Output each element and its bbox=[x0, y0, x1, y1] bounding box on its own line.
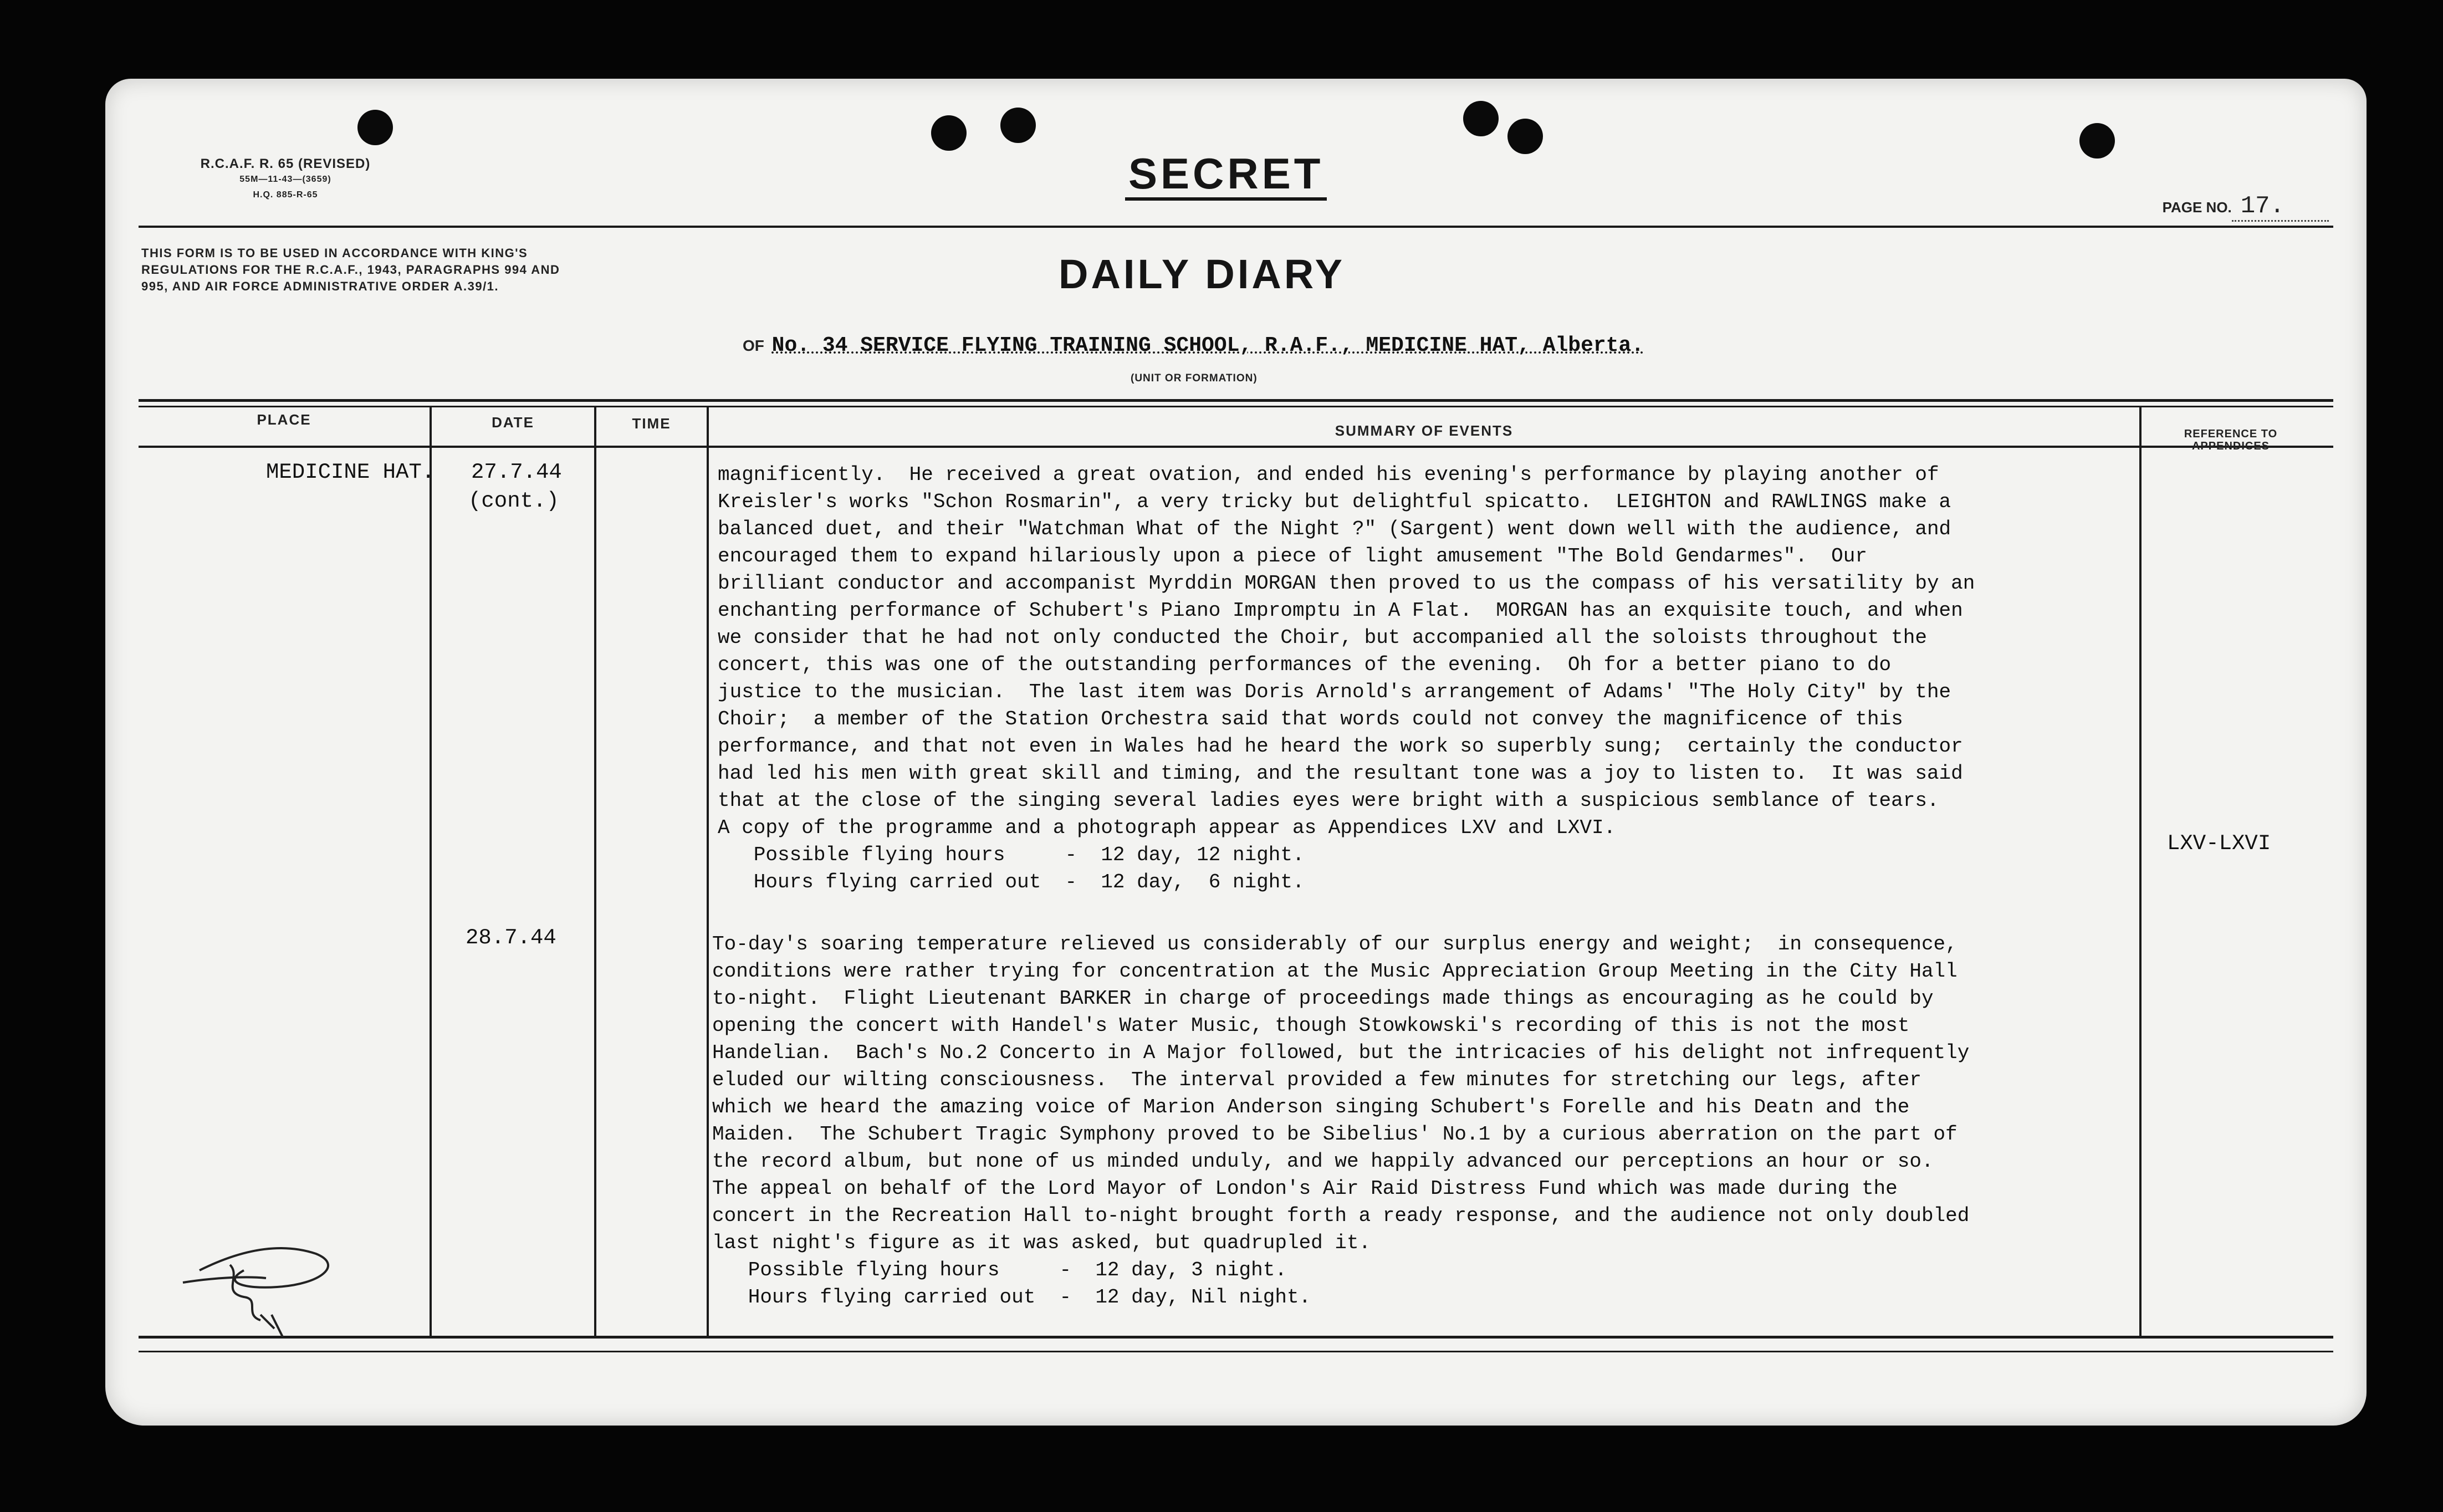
summary-line: Kreisler's works "Schon Rosmarin", a very tricky but delightful spicatto. LEIGHTON and RAWLINGS make a bbox=[718, 491, 1951, 513]
summary-line: Handelian. Bach's No.2 Concerto in A Major followed, but the intricacies of his delight not infrequently bbox=[712, 1041, 1970, 1064]
unit-caption: (UNIT OR FORMATION) bbox=[1131, 372, 1258, 384]
form-print-code: 55M—11-43—(3659) bbox=[239, 175, 331, 184]
summary-line: last night's figure as it was asked, but quadrupled it. bbox=[712, 1232, 1371, 1254]
page-number-label: PAGE NO. bbox=[2162, 199, 2232, 216]
entry-date: 27.7.44 bbox=[471, 460, 562, 484]
summary-line: Possible flying hours - 12 day, 12 night. bbox=[718, 844, 1305, 866]
unit-name: No. 34 SERVICE FLYING TRAINING SCHOOL, R.A.F., MEDICINE HAT, Alberta. bbox=[771, 334, 1644, 357]
summary-line: The appeal on behalf of the Lord Mayor of London's Air Raid Distress Fund which was made during the bbox=[712, 1177, 1898, 1200]
summary-line: performance, and that not even in Wales had he heard the work so superbly sung; certainly the conductor bbox=[718, 735, 1963, 758]
page-number-field bbox=[2163, 192, 2329, 220]
form-reference bbox=[158, 156, 413, 203]
summary-line: concert in the Recreation Hall to-night brought forth a ready response, and the audience not only doubled bbox=[712, 1204, 1970, 1227]
entry-date: 28.7.44 bbox=[466, 926, 556, 950]
entry-reference: LXV-LXVI bbox=[2167, 831, 2271, 856]
column-header-reference: REFERENCE TO APPENDICES bbox=[2184, 428, 2278, 452]
summary-line: that at the close of the singing several ladies eyes were bright with a suspicious semblance of tears. bbox=[718, 789, 1939, 812]
summary-line: the record album, but none of us minded unduly, and we happily advanced our perceptions an hour or so. bbox=[712, 1150, 1934, 1173]
column-header-time: TIME bbox=[632, 415, 671, 432]
summary-line: Hours flying carried out - 12 day, Nil night. bbox=[712, 1286, 1311, 1309]
summary-line: to-night. Flight Lieutenant BARKER in charge of proceedings made things as encouraging as he could by bbox=[712, 987, 1934, 1010]
summary-line: enchanting performance of Schubert's Piano Impromptu in A Flat. MORGAN has an exquisite touch, and when bbox=[718, 599, 1963, 622]
summary-line: Choir; a member of the Station Orchestra said that words could not convey the magnificence of this bbox=[718, 708, 1903, 731]
punch-hole bbox=[357, 110, 393, 145]
summary-line: brilliant conductor and accompanist Myrddin MORGAN then proved to us the compass of his versatility by an bbox=[718, 572, 1975, 595]
summary-line: had led his men with great skill and timing, and the resultant tone was a joy to listen to. It was said bbox=[718, 762, 1963, 785]
summary-line: which we heard the amazing voice of Marion Anderson singing Schubert's Forelle and his Deatn and the bbox=[712, 1096, 1910, 1118]
table-bottom-rule-2 bbox=[139, 1351, 2333, 1352]
summary-line: eluded our wilting consciousness. The interval provided a few minutes for stretching our legs, after bbox=[712, 1069, 1921, 1091]
table-top-rule bbox=[139, 399, 2333, 402]
summary-line: magnificently. He received a great ovation, and ended his evening's performance by playing another of bbox=[718, 463, 1939, 486]
punch-hole bbox=[1463, 101, 1499, 136]
column-header-date: DATE bbox=[492, 414, 534, 431]
summary-line: we consider that he had not only conducted the Choir, but accompanied all the soloists throughout the bbox=[718, 626, 1927, 649]
summary-line: Possible flying hours - 12 day, 3 night. bbox=[712, 1259, 1287, 1281]
entry-place: MEDICINE HAT. bbox=[266, 460, 435, 484]
handwritten-initials bbox=[177, 1232, 388, 1342]
column-divider bbox=[2139, 406, 2142, 1337]
summary-line: A copy of the programme and a photograph appear as Appendices LXV and LXVI. bbox=[718, 816, 1616, 839]
column-header-rule bbox=[139, 446, 2333, 448]
column-header-summary: SUMMARY OF EVENTS bbox=[1335, 422, 1514, 439]
summary-line: To-day's soaring temperature relieved us considerably of our surplus energy and weight; in consequence, bbox=[712, 933, 1958, 956]
regulations-note: THIS FORM IS TO BE USED IN ACCORDANCE WITH KING'S REGULATIONS FOR THE R.C.A.F., 1943, PARAGRAPHS 994 AND 995, AND AIR FORCE ADMINISTRATIVE ORDER A.39/1. bbox=[141, 246, 560, 293]
table-top-rule-2 bbox=[139, 406, 2333, 407]
column-header-place: PLACE bbox=[257, 411, 311, 428]
summary-line: opening the concert with Handel's Water Music, though Stowkowski's recording of this is not the most bbox=[712, 1014, 1910, 1037]
summary-line: conditions were rather trying for concentration at the Music Appreciation Group Meeting in the City Hall bbox=[712, 960, 1958, 983]
punch-hole bbox=[931, 115, 967, 151]
diary-page bbox=[105, 79, 2367, 1426]
unit-of-label: OF bbox=[743, 337, 764, 354]
punch-hole bbox=[1000, 108, 1036, 143]
summary-line: justice to the musician. The last item was Doris Arnold's arrangement of Adams' "The Holy City" by the bbox=[718, 681, 1951, 703]
header-rule bbox=[139, 226, 2333, 228]
summary-line: encouraged them to expand hilariously upon a piece of light amusement "The Bold Gendarmes". Our bbox=[718, 545, 1867, 568]
classification-heading: SECRET bbox=[1125, 150, 1327, 201]
entry-date-note: (cont.) bbox=[468, 489, 559, 513]
punch-hole bbox=[1507, 119, 1543, 154]
column-divider bbox=[594, 406, 596, 1337]
table-bottom-rule bbox=[139, 1336, 2333, 1339]
form-hq-code: H.Q. 885-R-65 bbox=[253, 190, 318, 200]
punch-hole bbox=[2079, 123, 2115, 159]
page-title: DAILY DIARY bbox=[1059, 251, 1345, 297]
page-number: 17. bbox=[2232, 192, 2329, 222]
summary-line: Hours flying carried out - 12 day, 6 night. bbox=[718, 871, 1305, 893]
entry-summary bbox=[718, 461, 1975, 896]
entry-summary bbox=[712, 931, 1969, 1311]
unit-line bbox=[743, 334, 1644, 357]
column-divider bbox=[430, 406, 432, 1337]
column-divider bbox=[707, 406, 709, 1337]
summary-line: balanced duet, and their "Watchman What of the Night ?" (Sargent) went down well with the audience, and bbox=[718, 518, 1951, 540]
summary-line: concert, this was one of the outstanding performances of the evening. Oh for a better piano to do bbox=[718, 653, 1892, 676]
summary-line: Maiden. The Schubert Tragic Symphony proved to be Sibelius' No.1 by a curious aberration on the part of bbox=[712, 1123, 1958, 1146]
form-code: R.C.A.F. R. 65 (REVISED) bbox=[200, 156, 371, 171]
